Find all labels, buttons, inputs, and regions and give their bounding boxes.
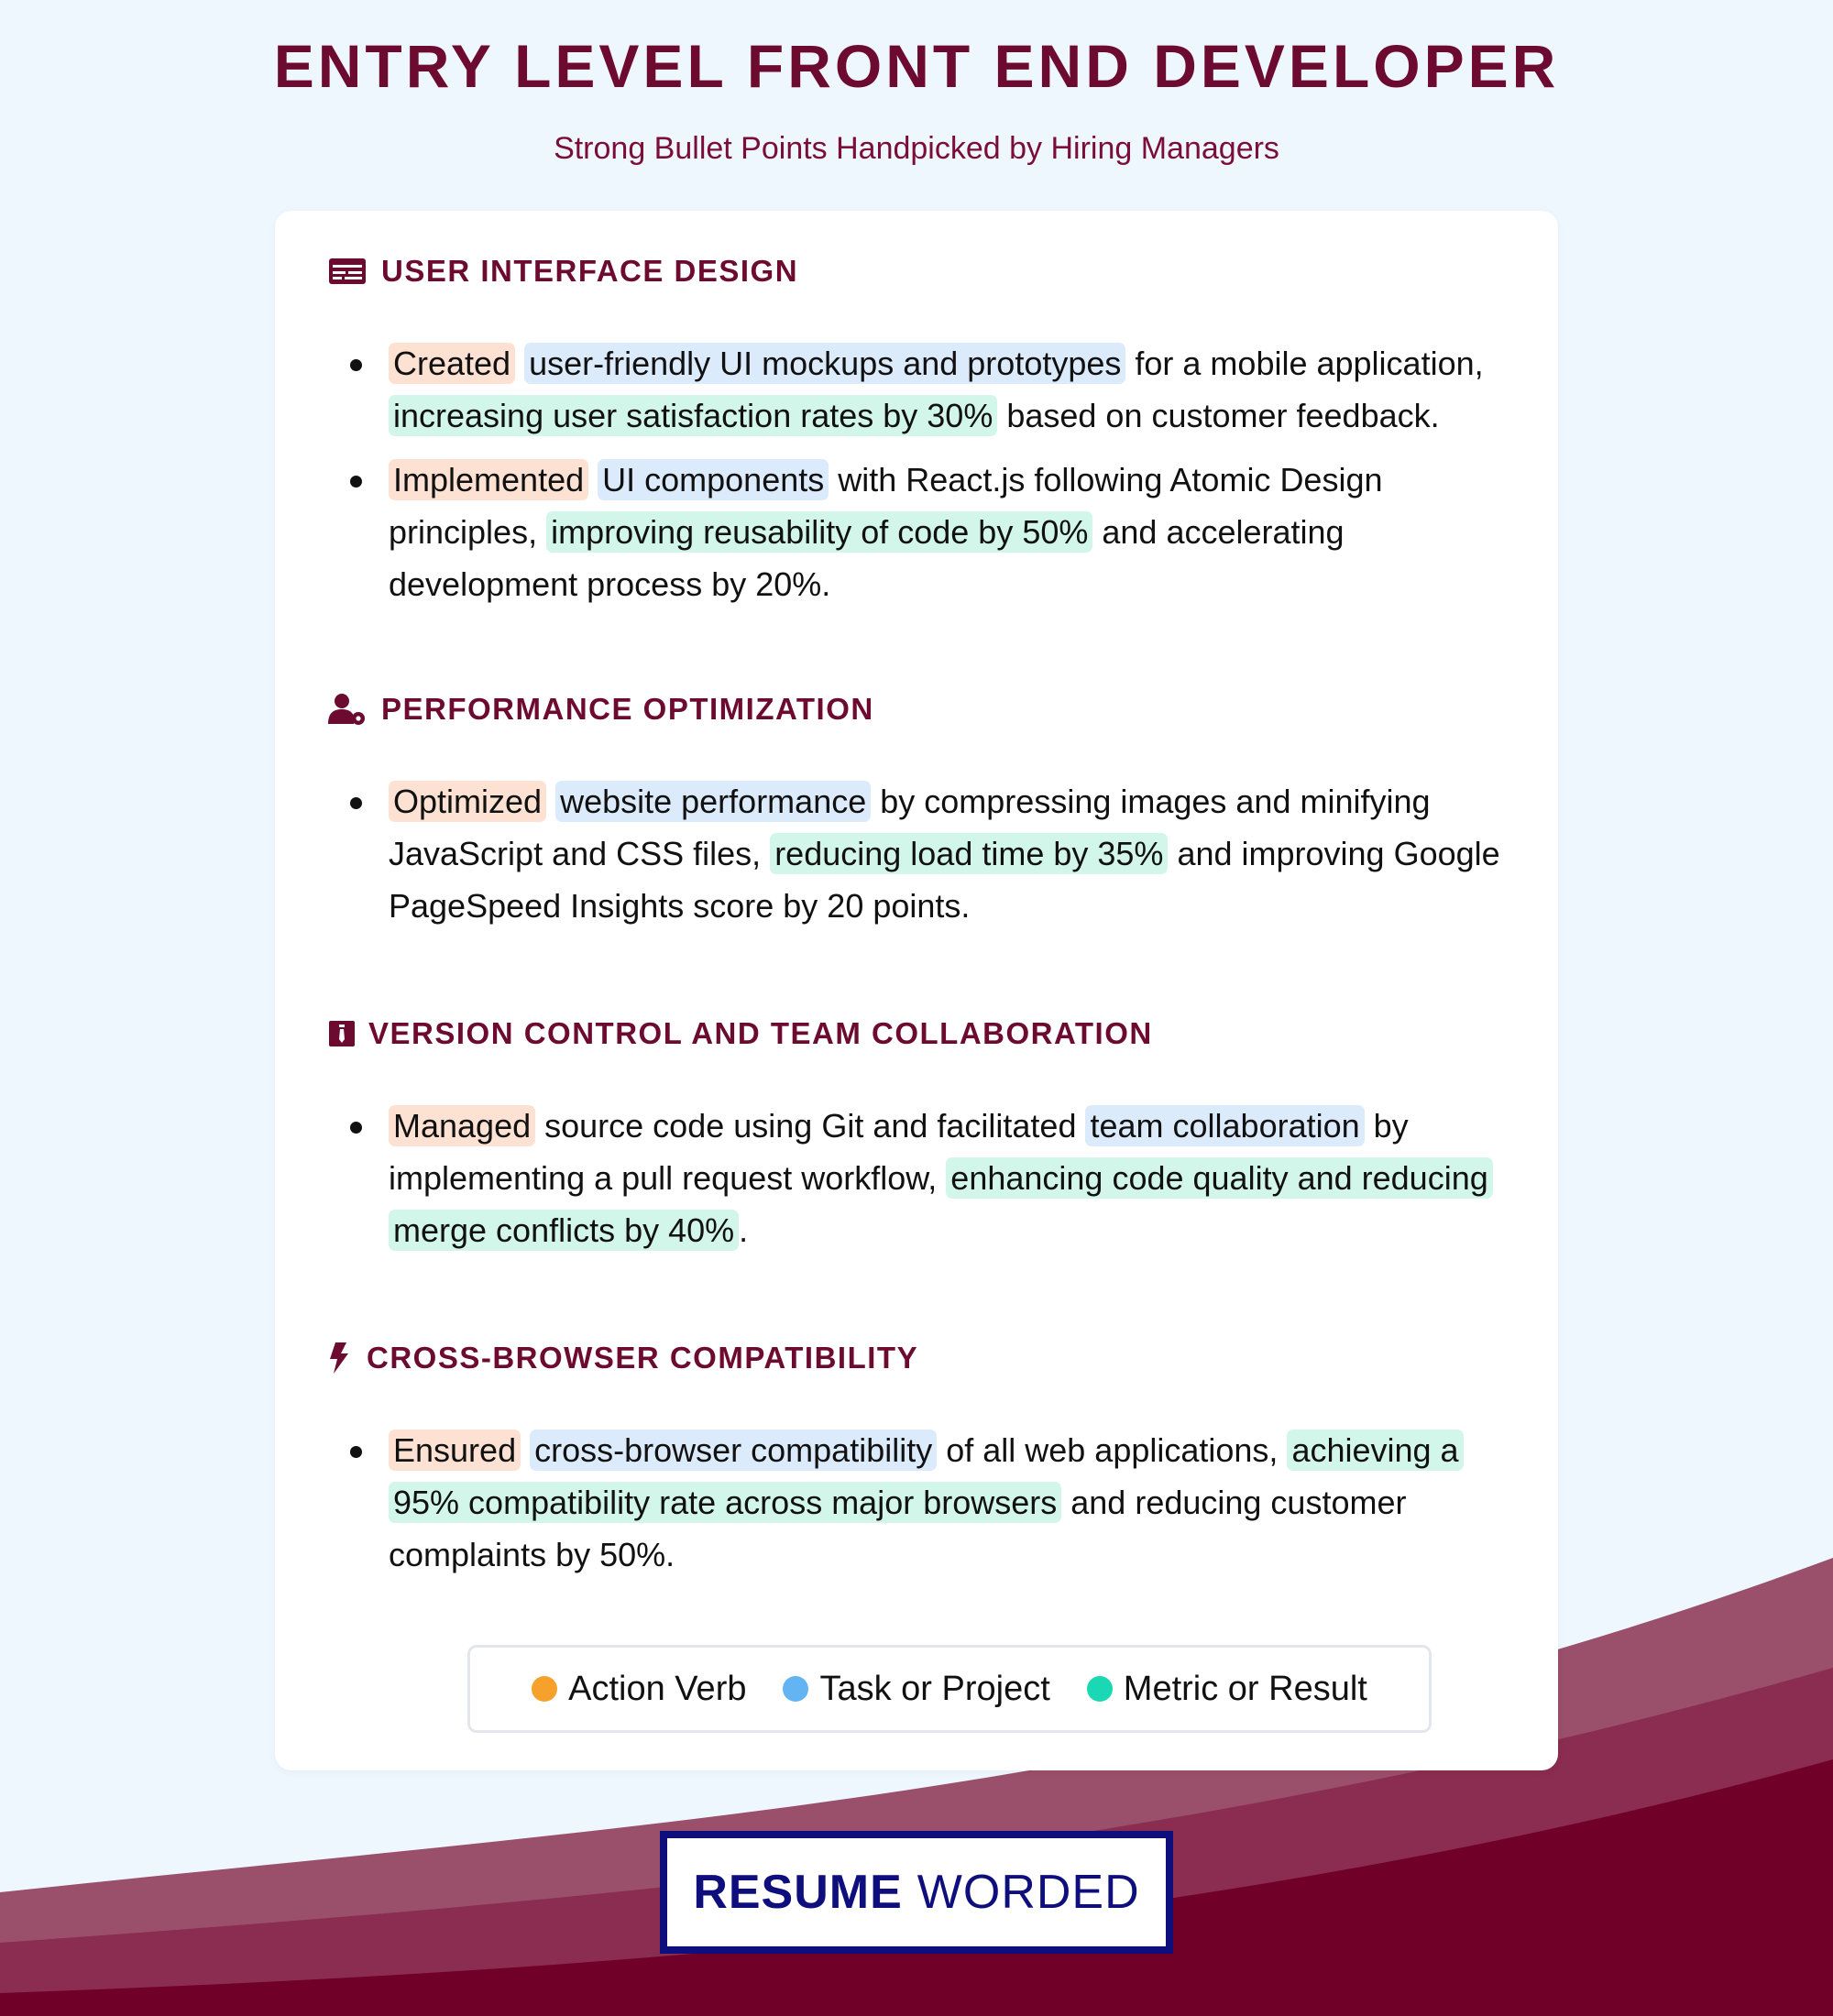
section-performance-optimization (328, 687, 1520, 944)
bullet-text (521, 1431, 530, 1469)
highlight-metric: achieving a 95% compatibility rate across major browsers (389, 1430, 1464, 1523)
blue-dot-icon (783, 1676, 808, 1702)
highlight-action: Ensured (389, 1430, 521, 1471)
section-title: PERFORMANCE OPTIMIZATION (381, 692, 874, 726)
bullet-text: and improving Google PageSpeed Insights score by 20 points. (389, 835, 1500, 925)
logo-word-light: WORDED (916, 1866, 1140, 1919)
page-title: ENTRY LEVEL FRONT END DEVELOPER (273, 32, 1560, 100)
highlight-task: UI components (598, 459, 829, 500)
highlight-action: Managed (389, 1105, 535, 1146)
bullet-text (515, 345, 524, 382)
bullet-text: with React.js following Atomic Design principles, (389, 461, 1383, 551)
legend-label: Task or Project (819, 1669, 1050, 1708)
bullets-card (275, 211, 1558, 1770)
bullet-text: . (739, 1211, 749, 1249)
bolt-icon (328, 1339, 350, 1377)
section-user-interface-design (328, 249, 1520, 622)
bullet-text: and reducing customer complaints by 50%. (389, 1484, 1407, 1573)
legend-item-metric-or-result (1087, 1670, 1367, 1709)
legend-label: Action Verb (568, 1669, 747, 1708)
bullet-item (328, 1100, 1520, 1256)
highlight-metric: reducing load time by 35% (770, 833, 1168, 874)
bullet-item (328, 454, 1520, 610)
bullet-text: by compressing images and minifying JavaScript and CSS files, (389, 783, 1431, 872)
section-header (328, 687, 1520, 731)
logo-word-bold: RESUME (693, 1866, 903, 1919)
orange-dot-icon (532, 1676, 557, 1702)
section-cross-browser-compatibility (328, 1336, 1520, 1593)
bullet-text: for a mobile application, (1125, 345, 1484, 382)
legend-label: Metric or Result (1123, 1669, 1367, 1708)
section-header (328, 249, 1520, 293)
section-title: VERSION CONTROL AND TEAM COLLABORATION (368, 1016, 1153, 1050)
bullet-item (328, 337, 1520, 442)
section-header (328, 1336, 1520, 1380)
bullet-text: and accelerating development process by 20%. (389, 513, 1345, 603)
bullet-list (328, 1100, 1520, 1256)
bullet-item (328, 1424, 1520, 1581)
bullet-list (328, 775, 1520, 932)
highlight-action: Created (389, 343, 515, 384)
bullet-text: based on customer feedback. (997, 397, 1440, 434)
section-title: CROSS-BROWSER COMPATIBILITY (367, 1341, 919, 1375)
page-subtitle: Strong Bullet Points Handpicked by Hiring Managers (554, 131, 1279, 166)
highlight-metric: improving reusability of code by 50% (546, 511, 1092, 553)
highlight-task: user-friendly UI mockups and prototypes (524, 343, 1125, 384)
bullet-text: source code using Git and facilitated (535, 1107, 1086, 1145)
highlight-action: Implemented (389, 459, 588, 500)
legend-item-task-or-project (783, 1670, 1049, 1709)
section-title: USER INTERFACE DESIGN (381, 254, 799, 288)
highlight-action: Optimized (389, 781, 546, 822)
highlight-task: website performance (555, 781, 871, 822)
section-header (328, 1012, 1520, 1056)
bullet-text: of all web applications, (937, 1431, 1288, 1469)
bullet-text (546, 783, 555, 820)
legend (467, 1645, 1432, 1733)
legend-item-action-verb (532, 1670, 746, 1709)
teal-dot-icon (1087, 1676, 1113, 1702)
highlight-task: team collaboration (1085, 1105, 1364, 1146)
badge-tie-icon (328, 1014, 356, 1053)
highlight-metric: enhancing code quality and reducing merge conflicts by 40% (389, 1157, 1493, 1251)
bullet-list (328, 337, 1520, 610)
bullet-list (328, 1424, 1520, 1581)
bullet-text (588, 461, 598, 499)
highlight-metric: increasing user satisfaction rates by 30% (389, 395, 997, 436)
page-header (0, 27, 1833, 167)
resume-worded-logo[interactable] (660, 1831, 1173, 1954)
highlight-task: cross-browser compatibility (530, 1430, 937, 1471)
user-gear-icon (328, 690, 367, 729)
bullet-item (328, 775, 1520, 932)
id-card-icon (328, 252, 367, 290)
section-version-control (328, 1012, 1520, 1268)
bullet-text: by implementing a pull request workflow, (389, 1107, 1409, 1197)
